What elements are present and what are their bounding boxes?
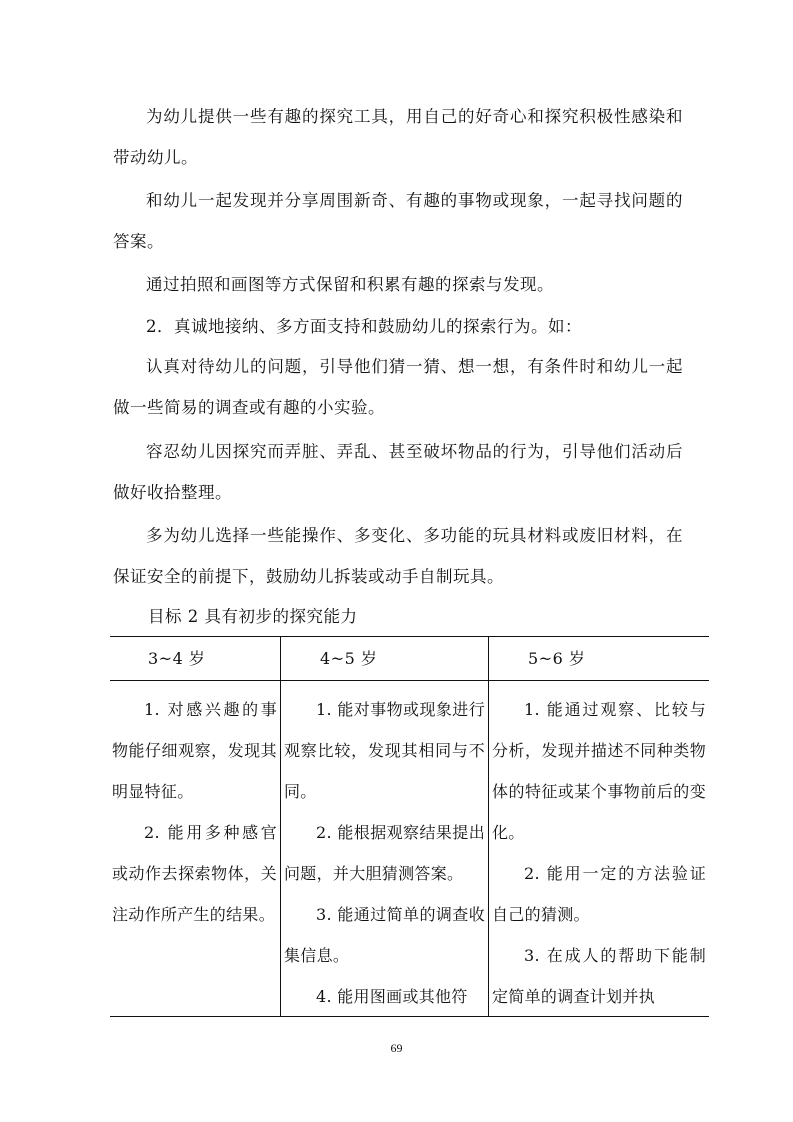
paragraph-discover-share: 和幼儿一起发现并分享周围新奇、有趣的事物或现象，一起寻找问题的答案。 — [113, 191, 683, 251]
header-age-4-5: 4~5 岁 — [320, 649, 378, 668]
goal-item: 1. 能通过观察、比较与分析，发现并描述不同种类物体的特征或某个事物前后的变化。 — [492, 700, 706, 842]
paragraph-support-heading: 2．真诚地接纳、多方面支持和鼓励幼儿的探索行为。如： — [146, 317, 582, 336]
column-divider — [280, 637, 281, 1016]
paragraph-toy-materials: 多为幼儿选择一些能操作、多变化、多功能的玩具材料或废旧材料，在保证安全的前提下，鼓励幼儿拆装或动手自制玩具。 — [113, 526, 683, 586]
paragraph-tolerate-mess: 容忍幼儿因探究而弄脏、弄乱、甚至破坏物品的行为，引导他们活动后做好收拾整理。 — [113, 442, 683, 502]
goal-item: 3. 在成人的帮助下能制定简单的调查计划并执 — [492, 946, 706, 1006]
goal-item: 1. 能对事物或现象进行观察比较，发现其相同与不同。 — [284, 700, 485, 801]
goal-item: 4. 能用图画或其他符 — [316, 987, 468, 1006]
cell-age-4-5 — [284, 689, 485, 1013]
page-number: 69 — [390, 1041, 403, 1055]
goal-item: 2. 能用多种感官或动作去探索物体，关注动作所产生的结果。 — [112, 823, 277, 924]
column-divider — [488, 637, 489, 1016]
paragraph-questions: 认真对待幼儿的问题，引导他们猜一猜、想一想，有条件时和幼儿一起做一些简易的调查或有趣的小实验。 — [113, 357, 683, 417]
paragraph-photo-drawing: 通过拍照和画图等方式保留和积累有趣的探索与发现。 — [146, 275, 554, 294]
cell-age-5-6 — [492, 689, 706, 1013]
paragraph-tools: 为幼儿提供一些有趣的探究工具，用自己的好奇心和探究积极性感染和带动幼儿。 — [113, 107, 683, 167]
header-age-5-6: 5~6 岁 — [528, 649, 586, 668]
header-age-3-4: 3~4 岁 — [148, 649, 206, 668]
goal-item: 1. 对感兴趣的事物能仔细观察，发现其明显特征。 — [112, 700, 277, 801]
goal-item: 3. 能通过简单的调查收集信息。 — [284, 905, 485, 965]
cell-age-3-4 — [112, 689, 277, 1013]
goal-item: 2. 能用一定的方法验证自己的猜测。 — [492, 864, 706, 924]
goal-item: 2. 能根据观察结果提出问题，并大胆猜测答案。 — [284, 823, 485, 883]
goals-table — [110, 636, 709, 1017]
table-title: 目标 2 具有初步的探究能力 — [148, 607, 358, 626]
header-divider — [110, 680, 709, 681]
